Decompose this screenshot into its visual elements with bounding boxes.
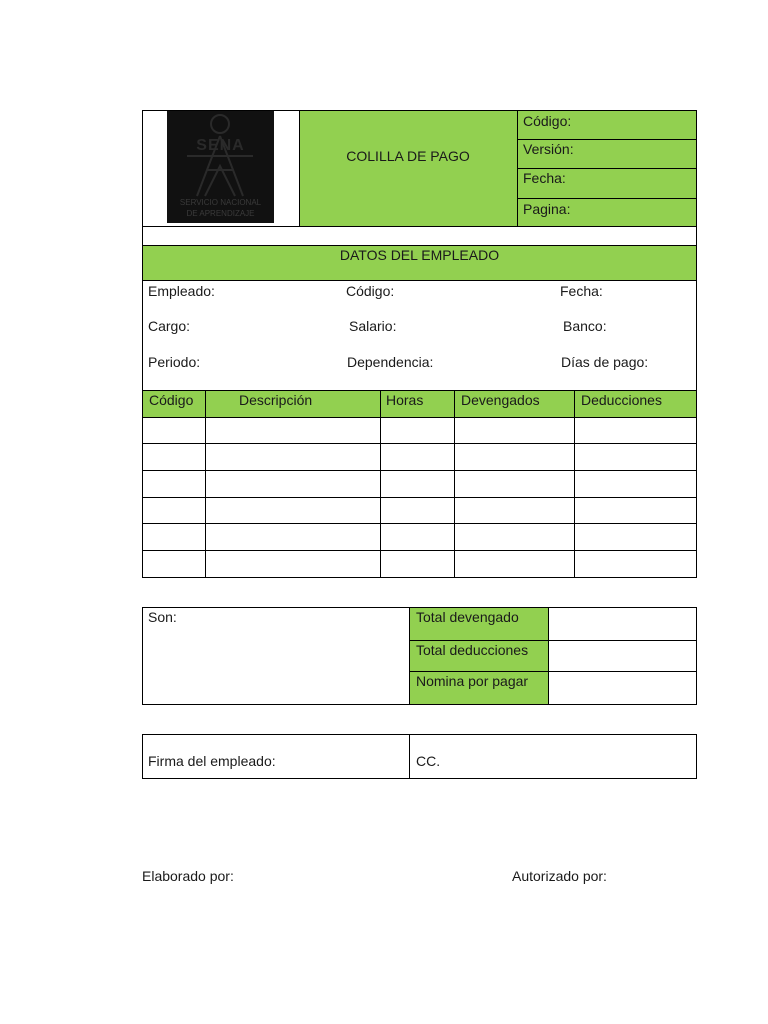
col-header-deducciones: Deducciones (581, 392, 662, 408)
document-title: COLILLA DE PAGO (346, 148, 470, 164)
header-bottom (142, 226, 697, 227)
son-label: Son: (148, 609, 177, 625)
table-col-line (205, 390, 206, 578)
employee-title-bottom (142, 280, 697, 281)
logo-divider (299, 110, 300, 226)
table-header-bottom (142, 417, 697, 418)
total-devengado-label: Total devengado (416, 609, 519, 625)
sena-logo (167, 110, 274, 223)
totals-divider-2 (548, 607, 549, 705)
label-cargo: Cargo: (148, 318, 191, 334)
elaborado-por-label: Elaborado por: (142, 868, 234, 884)
table-header-top (142, 390, 697, 391)
label-codigo: Código: (346, 283, 395, 299)
label-periodo: Periodo: (148, 354, 201, 370)
frame-right (696, 110, 697, 578)
label-empleado: Empleado: (148, 283, 215, 299)
label-banco: Banco: (563, 318, 607, 334)
label-dias-de-pago: Días de pago: (561, 354, 649, 370)
table-col-line (454, 390, 455, 578)
meta-divider-v (517, 110, 518, 226)
logo-caption-1: SERVICIO NACIONAL (179, 198, 262, 207)
title-cell (299, 110, 517, 226)
label-salario: Salario: (349, 318, 397, 334)
col-header-horas: Horas (386, 392, 424, 408)
table-bottom (142, 577, 697, 578)
meta-fecha: Fecha: (523, 170, 566, 186)
frame-top (142, 110, 697, 111)
label-fecha: Fecha: (560, 283, 603, 299)
logo-caption-2: DE APRENDIZAJE (186, 209, 255, 218)
table-row-line (142, 470, 697, 471)
totals-row-line (409, 640, 697, 641)
frame-left (142, 110, 143, 578)
totals-row-line (409, 671, 697, 672)
col-header-codigo: Código (149, 392, 194, 408)
cc-label: CC. (416, 753, 441, 769)
table-row-line (142, 523, 697, 524)
col-header-descripcion: Descripción (239, 392, 313, 408)
col-header-devengados: Devengados (461, 392, 540, 408)
meta-version: Versión: (523, 141, 574, 157)
meta-divider-2 (517, 168, 697, 169)
table-col-line (380, 390, 381, 578)
meta-divider-1 (517, 139, 697, 140)
totals-divider-1 (409, 607, 410, 705)
label-dependencia: Dependencia: (347, 354, 434, 370)
autorizado-por-label: Autorizado por: (512, 868, 607, 884)
table-col-line (574, 390, 575, 578)
logo-wordmark: SENA (196, 137, 245, 154)
meta-codigo: Código: (523, 113, 572, 129)
table-row-line (142, 443, 697, 444)
employee-section-title: DATOS DEL EMPLEADO (339, 247, 500, 263)
table-row-line (142, 497, 697, 498)
employee-title-top (142, 245, 697, 246)
meta-divider-3 (517, 198, 697, 199)
meta-pagina: Pagina: (523, 201, 571, 217)
nomina-por-pagar-label: Nomina por pagar (416, 673, 529, 689)
total-deducciones-label: Total deducciones (416, 642, 529, 658)
signature-divider (409, 734, 410, 779)
firma-label: Firma del empleado: (148, 753, 276, 769)
table-row-line (142, 550, 697, 551)
